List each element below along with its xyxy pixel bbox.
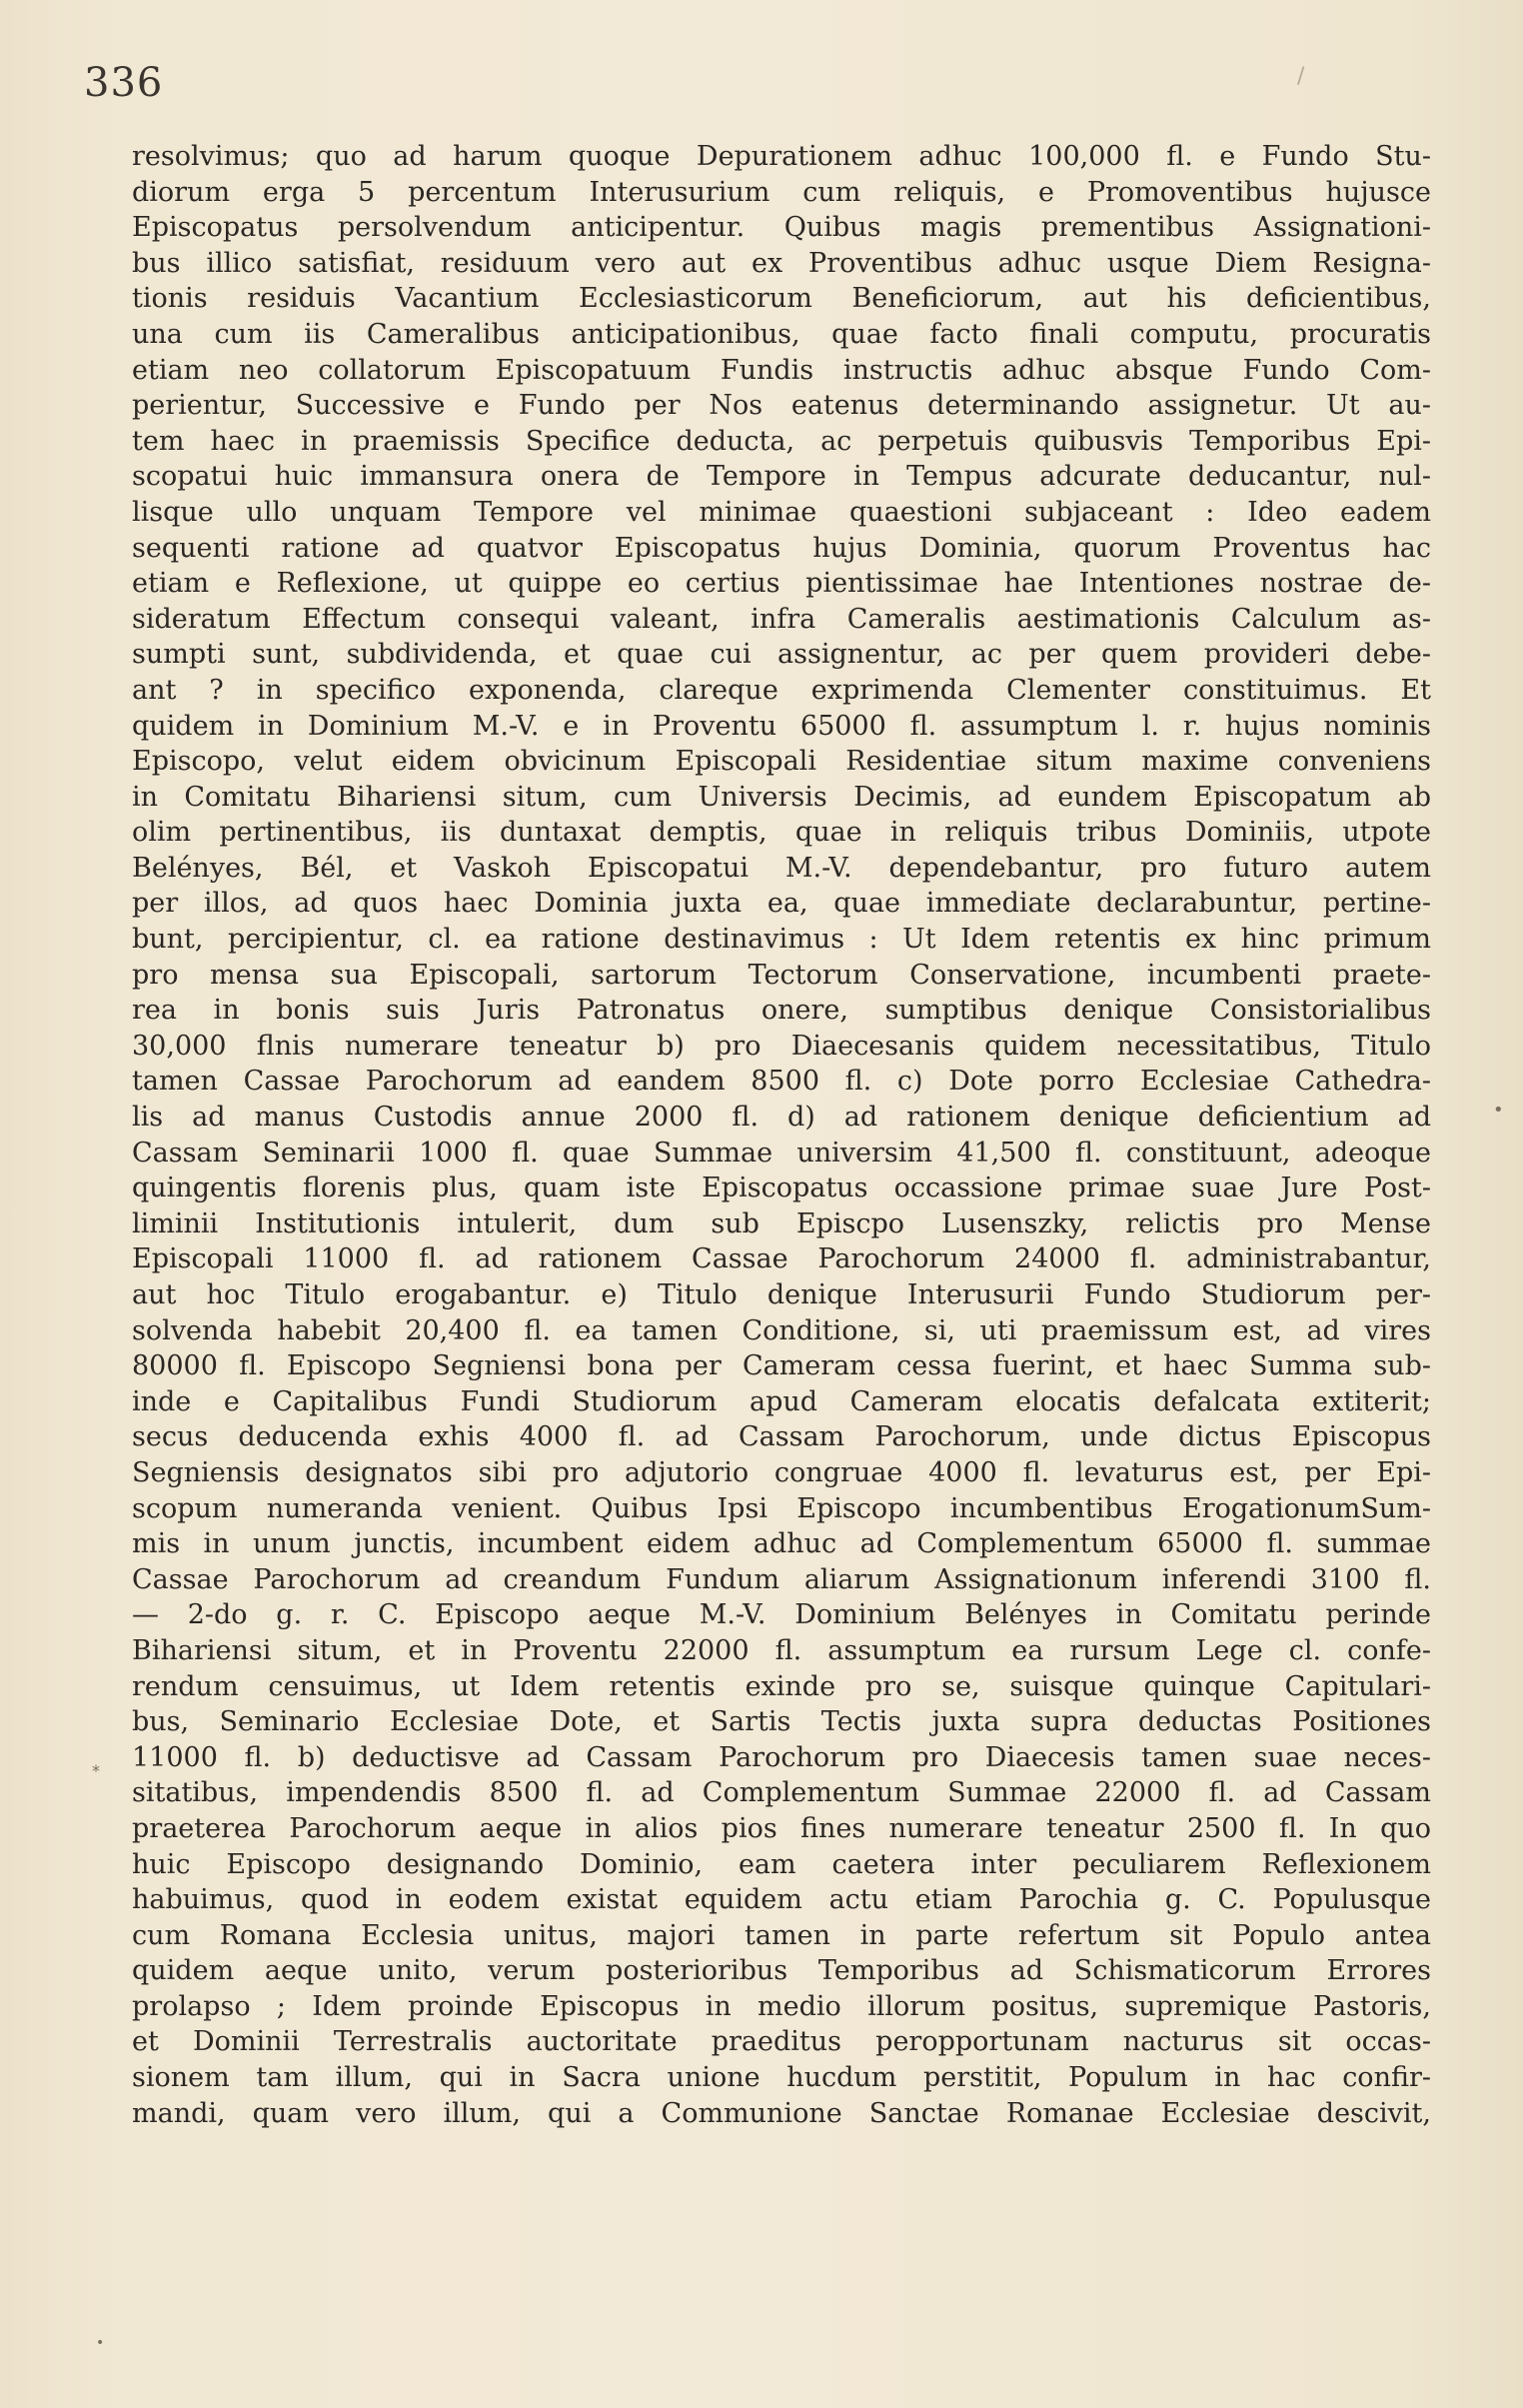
text-line: tem haec in praemissis Specifice deducta, ac perpetuis quibusvis Temporibus Epi- <box>132 425 1431 457</box>
text-line: sequenti ratione ad quatvor Episcopatus hujus Dominia, quorum Proventus hac <box>132 532 1431 564</box>
text-line: — 2-do g. r. C. Episcopo aeque M.-V. Dominium Belényes in Comitatu perinde <box>132 1599 1431 1631</box>
text-line: solvenda habebit 20,400 fl. ea tamen Conditione, si, uti praemissum est, ad vires <box>132 1314 1431 1346</box>
text-line: etiam e Reflexione, ut quippe eo certius pientissimae hae Intentiones nostrae de- <box>132 568 1431 600</box>
text-line: 30,000 flnis numerare teneatur b) pro Diaecesanis quidem necessitatibus, Titulo <box>132 1030 1431 1062</box>
text-line: sumpti sunt, subdividenda, et quae cui assignentur, ac per quem provideri debe- <box>132 639 1431 671</box>
body-text <box>132 139 1431 2131</box>
text-line: etiam neo collatorum Episcopatuum Fundis instructis adhuc absque Fundo Com- <box>132 354 1431 386</box>
text-line: una cum iis Cameralibus anticipationibus, quae facto finali computu, procuratis <box>132 318 1431 350</box>
text-line: mis in unum junctis, incumbent eidem adhuc ad Complementum 65000 fl. summae <box>132 1528 1431 1560</box>
margin-mark-top: / <box>1297 64 1305 89</box>
text-line: lisque ullo unquam Tempore vel minimae quaestioni subjaceant : Ideo eadem <box>132 496 1431 528</box>
text-line: cum Romana Ecclesia unitus, majori tamen in parte refertum sit Populo antea <box>132 1919 1431 1951</box>
text-line: sideratum Effectum consequi valeant, infra Cameralis aestimationis Calculum as- <box>132 603 1431 635</box>
text-line: quingentis florenis plus, quam iste Episcopatus occassione primae suae Jure Post- <box>132 1173 1431 1204</box>
text-line: Cassae Parochorum ad creandum Fundum aliarum Assignationum inferendi 3100 fl. <box>132 1563 1431 1595</box>
text-line: habuimus, quod in eodem existat equidem actu etiam Parochia g. C. Populusque <box>132 1884 1431 1916</box>
text-line: et Dominii Terrestralis auctoritate praeditus peropportunam nacturus sit occas- <box>132 2026 1431 2058</box>
text-line: bus illico satisfiat, residuum vero aut ex Proventibus adhuc usque Diem Resigna- <box>132 247 1431 279</box>
text-line: praeterea Parochorum aeque in alios pios fines numerare teneatur 2500 fl. In quo <box>132 1812 1431 1844</box>
text-line: bus, Seminario Ecclesiae Dote, et Sartis Tectis juxta supra deductas Positiones <box>132 1706 1431 1738</box>
text-line: tionis residuis Vacantium Ecclesiasticorum Beneficiorum, aut his deficientibus, <box>132 283 1431 315</box>
text-line: Episcopatus persolvendum anticipentur. Quibus magis prementibus Assignationi- <box>132 212 1431 244</box>
text-line: rea in bonis suis Juris Patronatus onere, sumptibus denique Consistorialibus <box>132 995 1431 1027</box>
text-line: Segniensis designatos sibi pro adjutorio congruae 4000 fl. levaturus est, per Epi- <box>132 1456 1431 1488</box>
text-line: Episcopali 11000 fl. ad rationem Cassae Parochorum 24000 fl. administrabantur, <box>132 1243 1431 1275</box>
text-line: in Comitatu Bihariensi situm, cum Universis Decimis, ad eundem Episcopatum ab <box>132 781 1431 813</box>
text-line: bunt, percipientur, cl. ea ratione destinavimus : Ut Idem retentis ex hinc primum <box>132 924 1431 956</box>
text-line: Belényes, Bél, et Vaskoh Episcopatui M.-V. dependebantur, pro futuro autem <box>132 852 1431 884</box>
text-line: 80000 fl. Episcopo Segniensi bona per Cameram cessa fuerint, et haec Summa sub- <box>132 1350 1431 1382</box>
text-line: secus deducenda exhis 4000 fl. ad Cassam Parochorum, unde dictus Episcopus <box>132 1421 1431 1453</box>
text-line: pro mensa sua Episcopali, sartorum Tectorum Conservatione, incumbenti praete- <box>132 959 1431 991</box>
text-line: tamen Cassae Parochorum ad eandem 8500 fl. c) Dote porro Ecclesiae Cathedra- <box>132 1066 1431 1098</box>
text-line: huic Episcopo designando Dominio, eam caetera inter peculiarem Reflexionem <box>132 1848 1431 1880</box>
text-line: prolapso ; Idem proinde Episcopus in medio illorum positus, supremique Pastoris, <box>132 1990 1431 2022</box>
text-line: diorum erga 5 percentum Interusurium cum reliquis, e Promoventibus hujusce <box>132 176 1431 208</box>
text-line: ant ? in specifico exponenda, clareque exprimenda Clementer constituimus. Et <box>132 674 1431 706</box>
margin-dot-left: * <box>92 1761 100 1780</box>
text-line: resolvimus; quo ad harum quoque Depurationem adhuc 100,000 fl. e Fundo Stu- <box>132 141 1431 172</box>
text-line: Cassam Seminarii 1000 fl. quae Summae universim 41,500 fl. constituunt, adeoque <box>132 1137 1431 1169</box>
text-line: scopatui huic immansura onera de Tempore in Tempus adcurate deducantur, nul- <box>132 461 1431 493</box>
text-line: aut hoc Titulo erogabantur. e) Titulo denique Interusurii Fundo Studiorum per- <box>132 1279 1431 1310</box>
text-line: per illos, ad quos haec Dominia juxta ea, quae immediate declarabuntur, pertine- <box>132 888 1431 920</box>
text-line: Episcopo, velut eidem obvicinum Episcopali Residentiae situm maxime conveniens <box>132 746 1431 778</box>
text-line: lis ad manus Custodis annue 2000 fl. d) ad rationem denique deficientium ad <box>132 1102 1431 1134</box>
margin-dot-right: • <box>1493 1100 1504 1121</box>
text-line: liminii Institutionis intulerit, dum sub Episcpo Lusenszky, relictis pro Mense <box>132 1207 1431 1239</box>
text-line: scopum numeranda venient. Quibus Ipsi Episcopo incumbentibus ErogationumSum- <box>132 1492 1431 1524</box>
text-line: inde e Capitalibus Fundi Studiorum apud Cameram elocatis defalcata extiterit; <box>132 1385 1431 1417</box>
text-line: mandi, quam vero illum, qui a Communione Sanctae Romanae Ecclesiae descivit, <box>132 2097 1431 2129</box>
page-number: 336 <box>84 60 164 106</box>
text-line: quidem aeque unito, verum posterioribus Temporibus ad Schismaticorum Errores <box>132 1955 1431 1987</box>
margin-dot-left-lower: • <box>96 2335 105 2351</box>
text-line: perientur, Successive e Fundo per Nos eatenus determinando assignetur. Ut au- <box>132 390 1431 422</box>
text-line: Bihariensi situm, et in Proventu 22000 fl. assumptum ea rursum Lege cl. confe- <box>132 1634 1431 1666</box>
text-line: quidem in Dominium M.-V. e in Proventu 65000 fl. assumptum l. r. hujus nominis <box>132 710 1431 742</box>
text-line: sitatibus, impendendis 8500 fl. ad Complementum Summae 22000 fl. ad Cassam <box>132 1777 1431 1809</box>
text-line: olim pertinentibus, iis duntaxat demptis, quae in reliquis tribus Dominiis, utpote <box>132 817 1431 849</box>
text-line: 11000 fl. b) deductisve ad Cassam Parochorum pro Diaecesis tamen suae neces- <box>132 1741 1431 1773</box>
text-line: rendum censuimus, ut Idem retentis exinde pro se, suisque quinque Capitulari- <box>132 1670 1431 1702</box>
text-line: sionem tam illum, qui in Sacra unione hucdum perstitit, Populum in hac confir- <box>132 2062 1431 2094</box>
